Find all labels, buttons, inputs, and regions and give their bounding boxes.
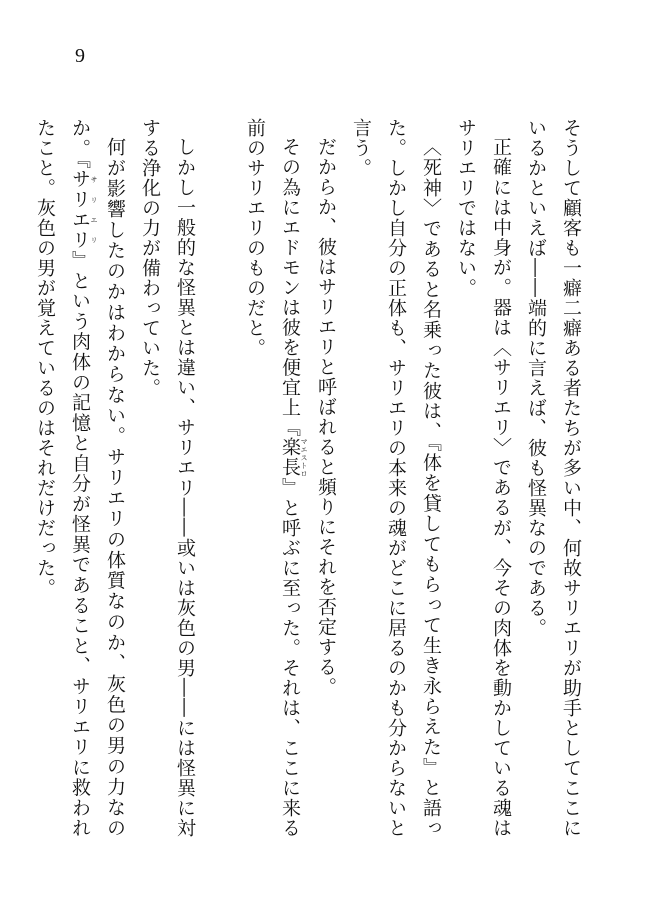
ruby-salieri-base: サリエリ [69, 169, 91, 251]
paragraph-6: しかし一般的な怪異とは違い、サリエリ――或いは灰色の男――には怪異に対する浄化の力が備わっていた。 [139, 118, 196, 838]
paragraph-5 [237, 118, 308, 838]
ruby-salieri-reading: サリエリ [90, 169, 98, 251]
paragraph-5-before: その為にエドモンは彼を便宜上『 [279, 137, 301, 438]
ruby-salieri [69, 169, 98, 251]
paragraph-7 [27, 118, 132, 838]
ruby-maestro-reading: マエストロ [300, 437, 308, 478]
section-break [202, 118, 237, 838]
paragraph-2: 正確には中身が。器は〈サリエリ〉であるが、今その肉体を動かしている魂はサリエリではない。 [455, 118, 512, 839]
paragraph-4: だからか、彼はサリエリと呼ばれると頻りにそれを否定する。 [315, 137, 337, 697]
paragraph-7-after: 』という肉体の記憶と自分が怪異であること、サリエリに救われたこと。灰色の男が覚えているのはそれだけだった。 [34, 118, 91, 839]
paragraph-1: そうして顧客も一癖二癖ある者たちが多い中、何故サリエリが助手としてここにいるかといえば――端的に言えば、彼も怪異なのである。 [525, 118, 582, 838]
page-number: 9 [75, 45, 85, 67]
paragraph-7-before: 何が影響したのかはわからない。サリエリの体質なのか、灰色の男の力なのか。『 [69, 118, 126, 838]
body-text [27, 118, 588, 838]
ruby-maestro-base: 楽長 [279, 437, 301, 478]
paragraph-5-after: 』と呼ぶに至った。それは、ここに来る前のサリエリのものだと。 [244, 118, 301, 839]
paragraph-3: 〈死神〉であると名乗った彼は、『体を貸してもらって生き永らえた』と語った。しかし自分の正体も、サリエリの本来の魂がどこに居るのかも分からないと言う。 [350, 118, 442, 839]
ruby-maestro [279, 437, 308, 478]
